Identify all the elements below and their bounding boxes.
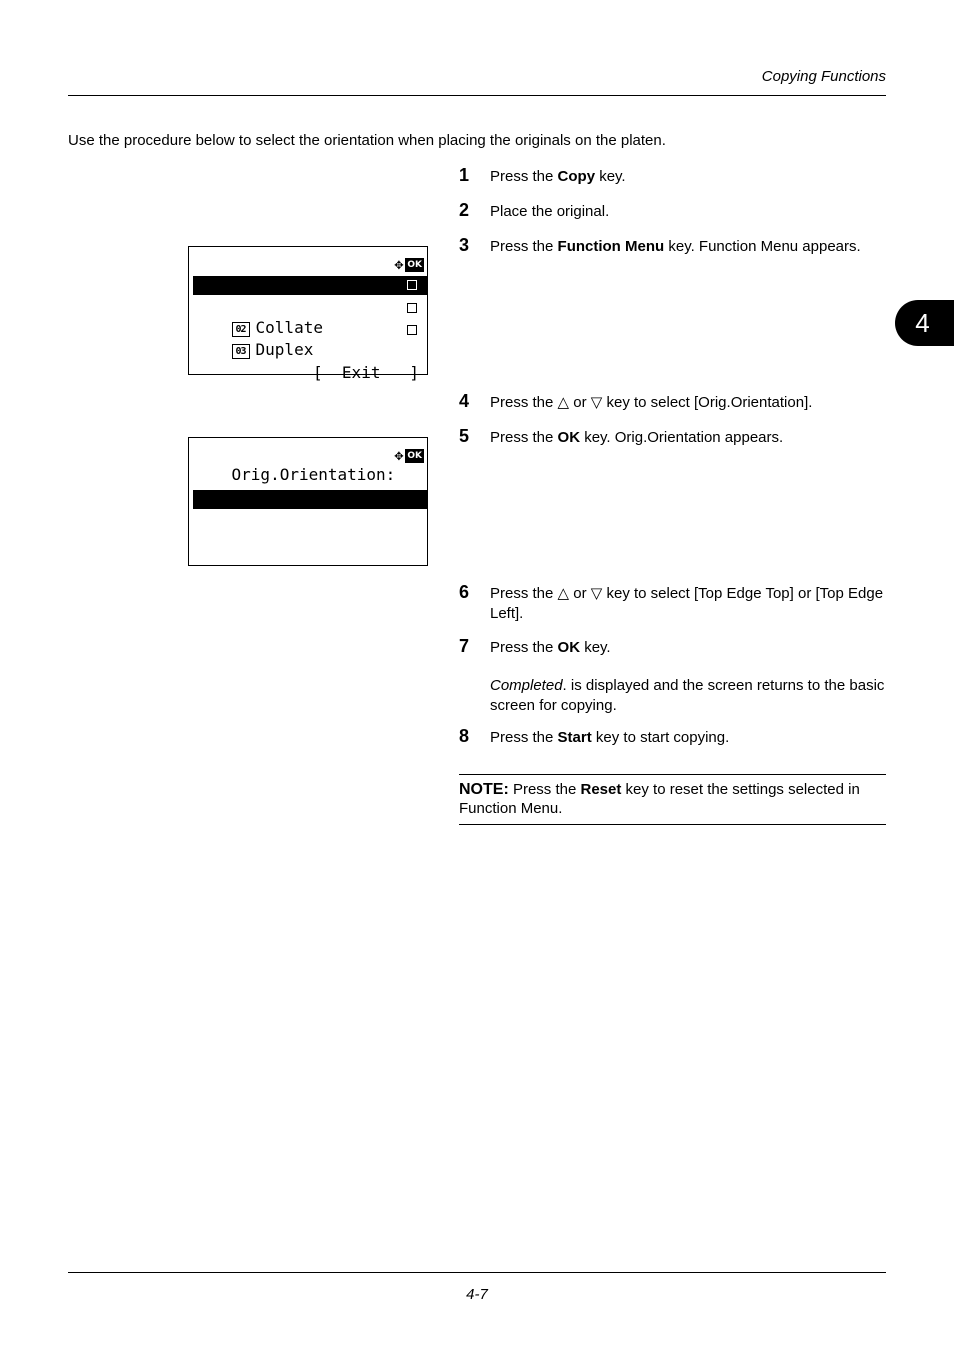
item-label: Duplex <box>255 340 314 359</box>
orientation-left-icon: A <box>261 515 277 530</box>
lcd-menu-item <box>193 490 427 528</box>
cross-arrows-icon: ✥ <box>394 255 404 273</box>
header-rule <box>68 95 886 96</box>
step-5: 5 Press the OK key. Orig.Orientation appears. <box>459 426 784 446</box>
running-header: Copying Functions <box>761 68 886 85</box>
step-number: 5 <box>459 426 470 446</box>
intro-text: Use the procedure below to select the orientation when placing the originals on the platen. <box>68 132 666 149</box>
checkbox-icon <box>407 280 417 290</box>
item-label: Collate <box>255 318 323 337</box>
note-box: NOTE: Press the Reset key to reset the settings selected in Function Menu. <box>459 774 886 825</box>
step-1: 1 Press the Copy key. <box>459 165 626 185</box>
step-number: 2 <box>459 200 470 220</box>
key-name: OK <box>557 639 581 656</box>
down-arrow-icon: ▽ <box>590 585 603 602</box>
lcd-title-row <box>193 255 427 274</box>
lcd-exit-softkey: [ Exit ] <box>313 363 419 382</box>
cross-arrows-icon: ✥ <box>394 446 404 464</box>
key-name: Reset <box>580 781 622 798</box>
step-number: 1 <box>459 165 470 185</box>
step-6: 6 Press the △ or ▽ key to select [Top Edge Top] or [Top Edge Left]. <box>459 582 884 622</box>
chapter-tab: 4 <box>895 300 954 346</box>
ok-icon: OK <box>407 450 422 461</box>
selected-mark: * <box>251 509 262 528</box>
lcd-function-menu <box>188 246 428 382</box>
item-number-icon: 01 <box>232 299 250 314</box>
step-2 <box>459 202 889 222</box>
checkbox-icon <box>407 303 417 313</box>
step-number: 4 <box>459 391 470 411</box>
item-label: Top Edge Left <box>278 509 404 528</box>
ok-icon: OK <box>407 259 422 270</box>
step-text: Place the original. <box>490 203 610 220</box>
step-8: 8 Press the Start key to start copying. <box>459 726 730 746</box>
checkbox-icon <box>407 325 417 335</box>
step-7-result: Completed. is displayed and the screen returns to the basic screen for copying. <box>490 677 885 714</box>
step-number: 3 <box>459 235 470 255</box>
lcd-nav <box>394 446 424 465</box>
note-label: NOTE: <box>459 781 509 798</box>
lcd-menu-item <box>193 299 427 337</box>
key-name: Copy <box>557 168 596 185</box>
lcd-orig-orientation <box>188 437 428 566</box>
lcd-exit-row <box>193 344 427 382</box>
step-number: 6 <box>459 582 470 602</box>
item-label: Paper Selection <box>255 295 401 314</box>
lcd-nav <box>394 255 424 274</box>
lcd-menu-item <box>193 468 427 487</box>
step-3: 3 Press the Function Menu key. Function Menu appears. <box>459 235 861 255</box>
step-4: 4 Press the △ or ▽ key to select [Orig.Orientation]. <box>459 391 813 411</box>
step-7: 7 Press the OK key. Completed. is displayed and the screen returns to the basic screen for copying. <box>459 638 889 716</box>
step-number: 7 <box>459 636 470 656</box>
page-number: 4-7 <box>466 1286 488 1303</box>
key-name: OK <box>557 429 581 446</box>
item-number-icon: 02 <box>232 513 250 528</box>
footer-rule <box>68 1272 886 1273</box>
up-arrow-icon: △ <box>557 394 570 411</box>
lcd-menu-item <box>193 276 427 314</box>
item-number-icon: 03 <box>232 344 250 359</box>
up-arrow-icon: △ <box>557 585 570 602</box>
lcd-title-row <box>193 446 427 484</box>
step-number: 8 <box>459 726 470 746</box>
lcd-title: Orig.Orientation: <box>231 465 396 484</box>
lcd-menu-item <box>193 321 427 359</box>
key-name: Start <box>557 729 592 746</box>
item-number-icon: 02 <box>232 322 250 337</box>
down-arrow-icon: ▽ <box>590 394 603 411</box>
key-name: Function Menu <box>557 238 665 255</box>
